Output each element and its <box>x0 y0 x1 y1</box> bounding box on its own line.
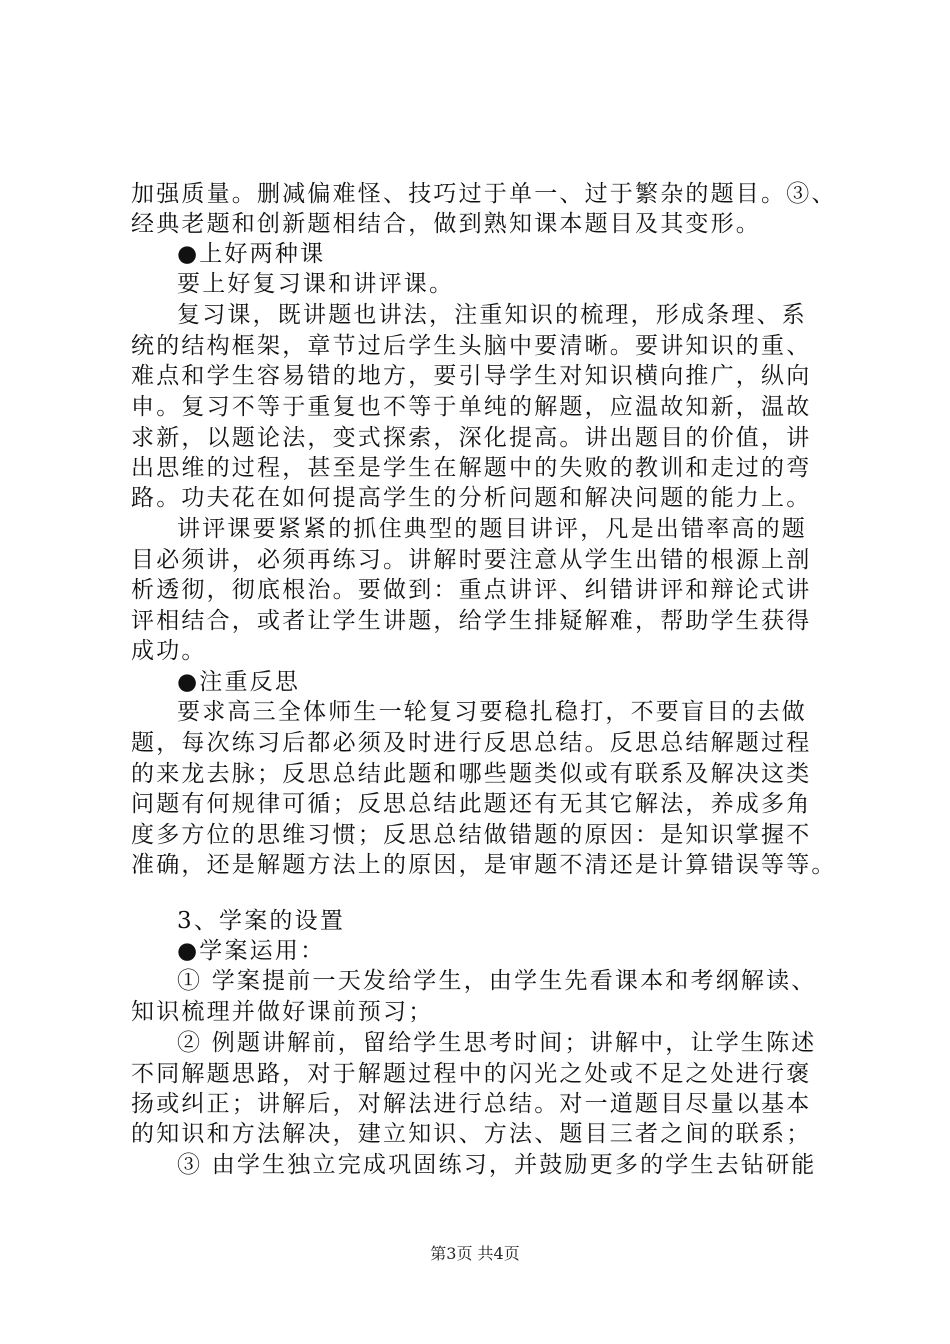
paragraph-line: 统的结构框架，章节过后学生头脑中要清晰。要讲知识的重、 <box>131 333 812 359</box>
list-item: ② 例题讲解前，留给学生思考时间；讲解中，让学生陈述 <box>177 1030 817 1056</box>
list-item: ③ 由学生独立完成巩固练习，并鼓励更多的学生去钻研能 <box>177 1152 817 1178</box>
paragraph-line: 成功。 <box>131 638 207 664</box>
paragraph-line: 的来龙去脉；反思总结此题和哪些题类似或有联系及解决这类 <box>131 761 812 787</box>
paragraph-line: 讲评课要紧紧的抓住典型的题目讲评，凡是出错率高的题 <box>177 516 807 542</box>
section-heading: 3、学案的设置 <box>177 908 346 934</box>
paragraph-line: 路。功夫花在如何提高学生的分析问题和解决问题的能力上。 <box>131 485 812 511</box>
paragraph-line: 复习课，既讲题也讲法，注重知识的梳理，形成条理、系 <box>177 302 807 328</box>
paragraph-line: 评相结合，或者让学生讲题，给学生排疑解难，帮助学生获得 <box>131 608 812 634</box>
paragraph-line: 问题有何规律可循；反思总结此题还有无其它解法，养成多角 <box>131 791 812 817</box>
section-heading: ●上好两种课 <box>177 241 326 267</box>
paragraph-line: 加强质量。删减偏难怪、技巧过于单一、过于繁杂的题目。③、 <box>131 181 837 207</box>
list-item: 不同解题思路，对于解题过程中的闪光之处或不足之处进行褒 <box>131 1061 812 1087</box>
section-heading: ●注重反思 <box>177 669 301 695</box>
paragraph-line: 要求高三全体师生一轮复习要稳扎稳打，不要盲目的去做 <box>177 699 807 725</box>
list-item: ① 学案提前一天发给学生，由学生先看课本和考纲解读、 <box>177 968 817 994</box>
paragraph-line: 难点和学生容易错的地方，要引导学生对知识横向推广，纵向 <box>131 363 812 389</box>
section-heading: ●学案运用： <box>177 938 326 964</box>
list-item: 的知识和方法解决，建立知识、方法、题目三者之间的联系； <box>131 1121 812 1147</box>
list-item: 扬或纠正；讲解后，对解法进行总结。对一道题目尽量以基本 <box>131 1091 812 1117</box>
paragraph-line: 申。复习不等于重复也不等于单纯的解题，应温故知新，温故 <box>131 394 812 420</box>
page-number-footer: 第3页 共4页 <box>430 1244 520 1263</box>
paragraph-line: 析透彻，彻底根治。要做到：重点讲评、纠错讲评和辩论式讲 <box>131 577 812 603</box>
paragraph-line: 准确，还是解题方法上的原因，是审题不清还是计算错误等等。 <box>131 852 837 878</box>
paragraph-line: 目必须讲，必须再练习。讲解时要注意从学生出错的根源上剖 <box>131 547 812 573</box>
list-item: 知识梳理并做好课前预习； <box>131 999 434 1025</box>
paragraph-line: 题，每次练习后都必须及时进行反思总结。反思总结解题过程 <box>131 730 812 756</box>
paragraph-line: 经典老题和创新题相结合，做到熟知课本题目及其变形。 <box>131 211 761 237</box>
paragraph-line: 求新，以题论法，变式探索，深化提高。讲出题目的价值，讲 <box>131 425 812 451</box>
paragraph-line: 出思维的过程，甚至是学生在解题中的失败的教训和走过的弯 <box>131 455 812 481</box>
paragraph-line: 要上好复习课和讲评课。 <box>177 271 455 297</box>
paragraph-line: 度多方位的思维习惯；反思总结做错题的原因：是知识掌握不 <box>131 822 812 848</box>
